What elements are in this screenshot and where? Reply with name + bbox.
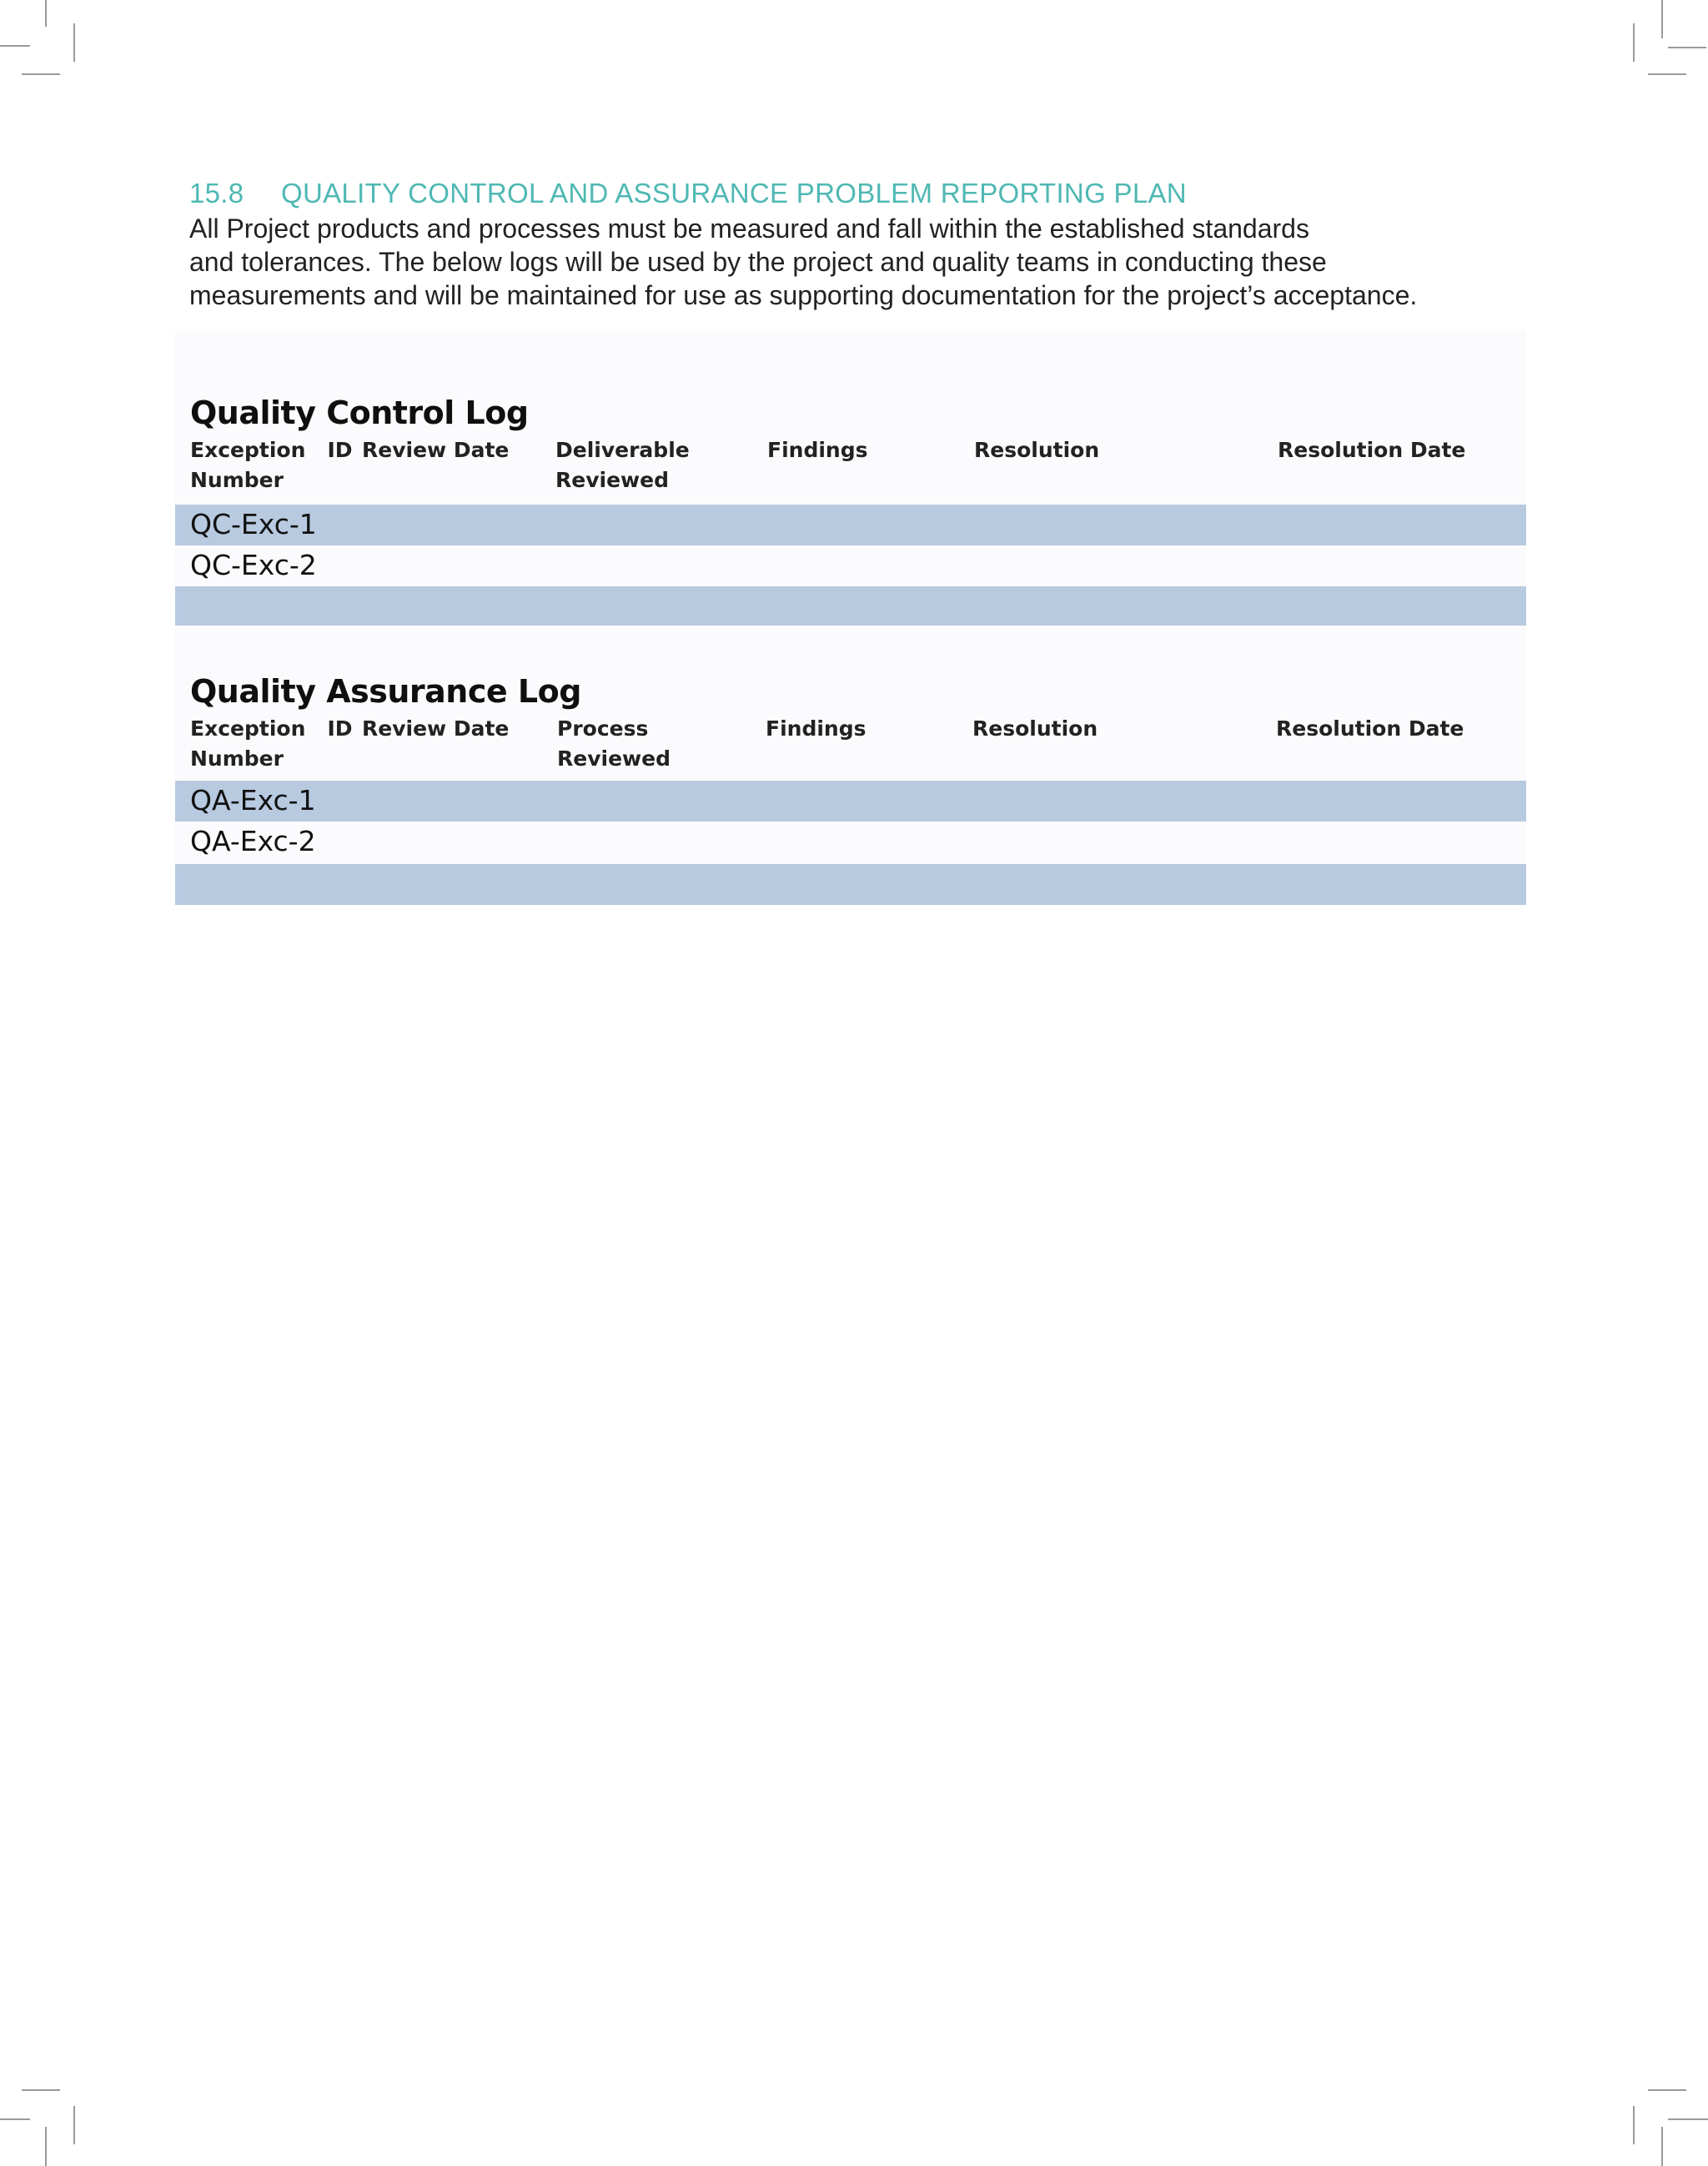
section-title: QUALITY CONTROL AND ASSURANCE PROBLEM REPORTING PLAN [281,178,1187,209]
crop-mark-top-left-v1 [45,0,47,27]
qc-header-review-date: Review Date [362,438,510,462]
crop-mark-top-right-v1 [1661,0,1663,38]
qc-log [175,329,1526,626]
crop-mark-bottom-left-h2 [0,2118,30,2120]
crop-mark-bottom-right-h2 [1668,2118,1708,2120]
crop-mark-bottom-right-v2 [1633,2106,1635,2144]
qa-exception-id: QA-Exc-1 [190,784,316,817]
qc-header-findings: Findings [767,438,868,462]
crop-mark-top-right-h2 [1648,73,1686,75]
qa-header-resolution: Resolution [972,716,1098,741]
qc-header-resolution: Resolution [974,438,1100,462]
crop-mark-top-left-h2 [22,73,60,75]
qc-exception-id: QC-Exc-1 [190,508,317,540]
crop-mark-bottom-right-h [1648,2089,1686,2091]
crop-mark-top-left-v2 [73,23,75,62]
intro-paragraph [189,212,1540,312]
section-number: 15.8 [189,178,244,209]
crop-mark-bottom-left-v2 [73,2106,75,2144]
crop-mark-top-left-h [0,45,30,47]
qa-header-review-date: Review Date [362,716,510,741]
crop-mark-bottom-left-h [22,2089,60,2091]
section-heading [189,175,1540,212]
qc-exception-id: QC-Exc-2 [190,549,317,581]
qa-header-resolution-date: Resolution Date [1276,716,1464,741]
crop-mark-bottom-right-v1 [1661,2127,1663,2166]
paragraph-line: All Project products and processes must be measured and fall within the established standards [189,214,1309,244]
qc-header-exception-id: Exception ID Number [190,438,353,492]
section-block [189,175,1540,312]
qa-header-findings: Findings [766,716,867,741]
qa-exception-id: QA-Exc-2 [190,825,316,857]
table-row[interactable] [175,545,1526,586]
table-row[interactable] [175,586,1526,627]
qc-header-deliverable-reviewed: Deliverable Reviewed [555,438,690,492]
table-row[interactable] [175,781,1526,822]
qa-header-exception-id: Exception ID Number [190,716,353,771]
table-row[interactable] [175,864,1526,905]
qa-log-title: Quality Assurance Log [190,673,581,710]
qc-log-title: Quality Control Log [190,395,529,431]
table-row[interactable] [175,822,1526,862]
qa-log [175,626,1526,905]
crop-mark-bottom-left-v1 [45,2127,47,2166]
paragraph-line: and tolerances. The below logs will be used by the project and quality teams in conducting these [189,247,1327,277]
qc-header-resolution-date: Resolution Date [1278,438,1466,462]
paragraph-line: measurements and will be maintained for use as supporting documentation for the project’s acceptance. [189,280,1418,310]
table-row[interactable] [175,505,1526,545]
qa-header-process-reviewed: Process Reviewed [557,716,671,771]
crop-mark-top-right-v2 [1633,23,1635,62]
crop-mark-top-right-h [1668,47,1706,48]
